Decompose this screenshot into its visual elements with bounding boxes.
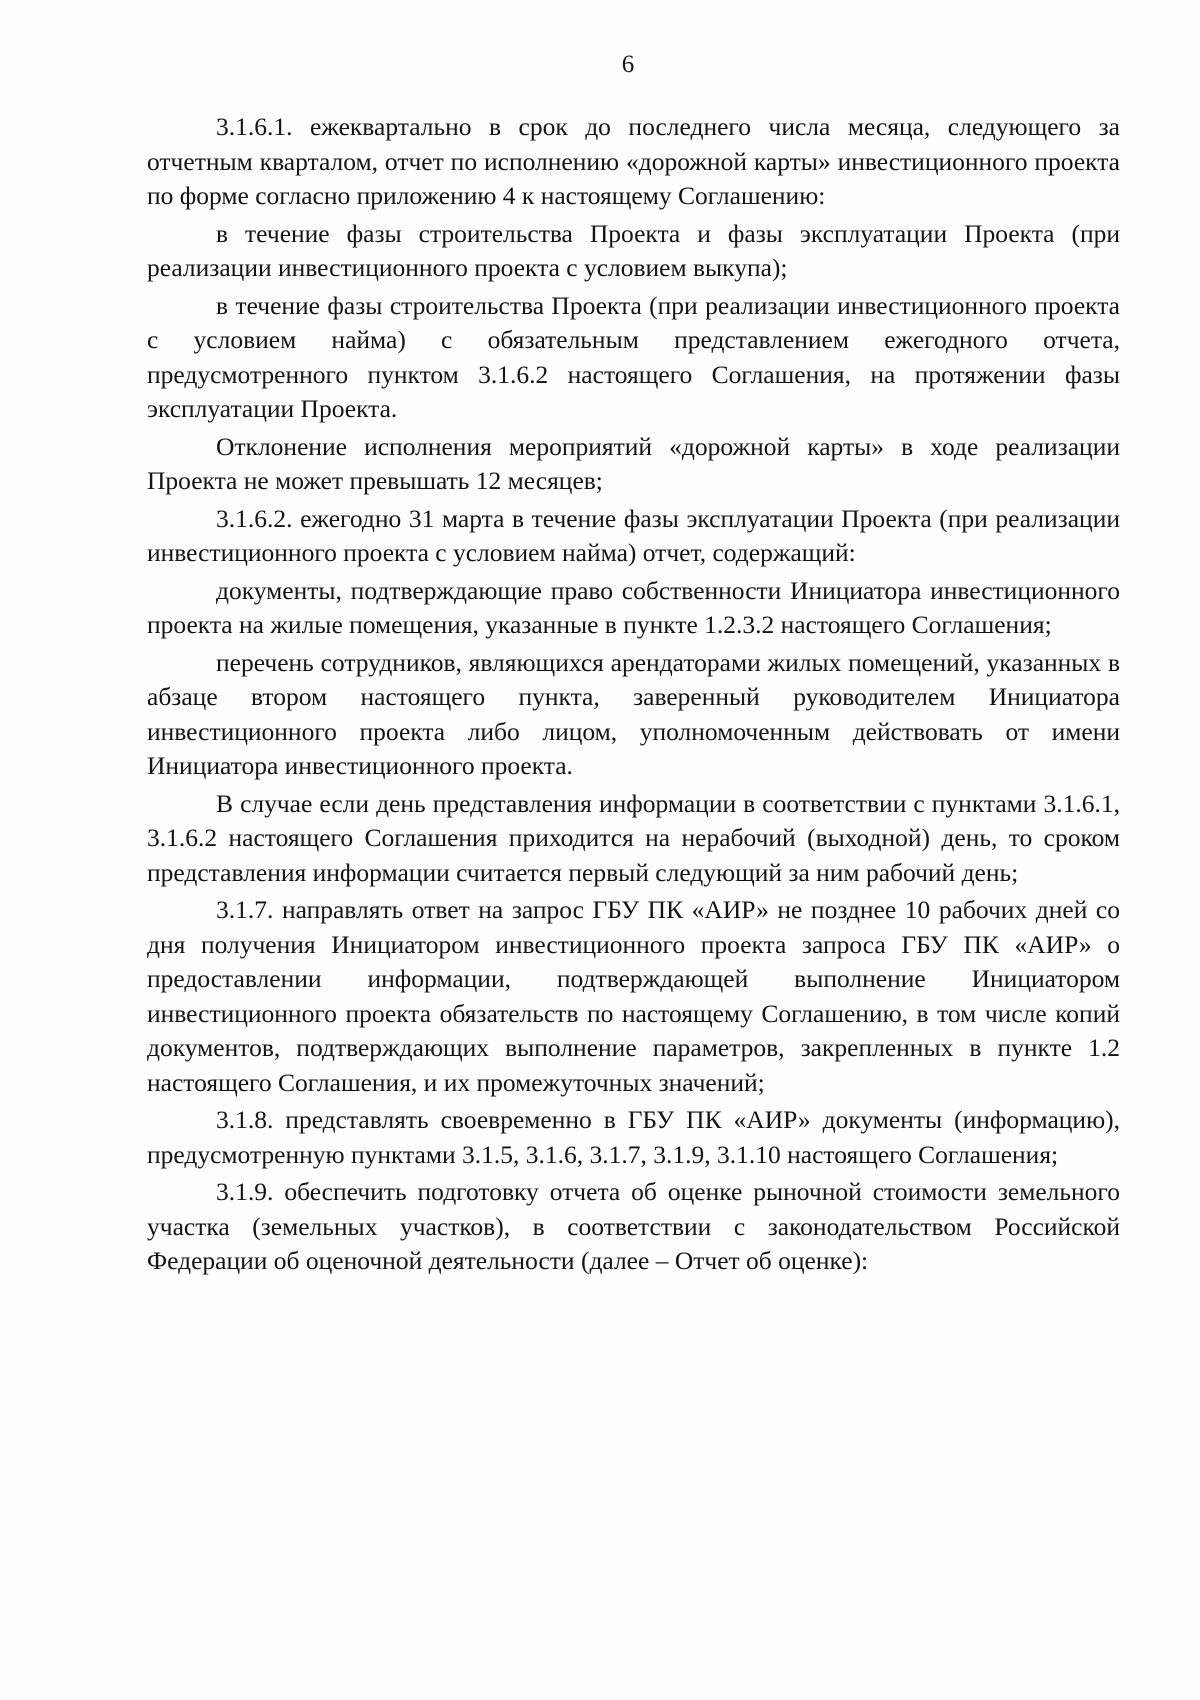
paragraph-3-1-6-2: 3.1.6.2. ежегодно 31 марта в течение фазы эксплуатации Проекта (при реализации инвестиционного проекта с условием найма) отчет, содержащий:: [147, 503, 1120, 567]
paragraph-employee-list: перечень сотрудников, являющихся арендаторами жилых помещений, указанных в абзаце втором настоящего пункта, заверенный руководителем Инициатора инвестиционного проекта либо лицом, уполномоченным действовать от имени Инициатора инвестиционного проекта.: [147, 647, 1120, 780]
paragraph-3-1-9: 3.1.9. обеспечить подготовку отчета об оценке рыночной стоимости земельного участка (земельных участков), в соответствии с законодательством Российской Федерации об оценочной деятельности (далее – Отчет об оценке):: [147, 1177, 1120, 1275]
paragraph-3-1-7: 3.1.7. направлять ответ на запрос ГБУ ПК «АИР» не позднее 10 рабочих дней со дня получения Инициатором инвестиционного проекта запроса ГБУ ПК «АИР» о предоставлении информации, подтверждающей выполнение Инициатором инвестиционного проекта обязательств по настоящему Соглашению, в том числе копий документов, подтверждающих выполнение параметров, закрепленных в пункте 1.2 настоящего Соглашения, и их промежуточных значений;: [147, 895, 1120, 1097]
paragraph-ownership-documents: документы, подтверждающие право собственности Инициатора инвестиционного проекта на жилые помещения, указанные в пункте 1.2.3.2 настоящего Соглашения;: [147, 575, 1120, 639]
document-body: [147, 110, 1120, 1282]
paragraph-construction-phase-rental: в течение фазы строительства Проекта (при реализации инвестиционного проекта с условием найма) с обязательным представлением ежегодного отчета, предусмотренного пунктом 3.1.6.2 настоящего Соглашения, на протяжении фазы эксплуатации Проекта.: [147, 290, 1120, 423]
paragraph-3-1-8: 3.1.8. представлять своевременно в ГБУ ПК «АИР» документы (информацию), предусмотренную пунктами 3.1.5, 3.1.6, 3.1.7, 3.1.9, 3.1.10 настоящего Соглашения;: [147, 1105, 1120, 1169]
paragraph-non-working-day: В случае если день представления информации в соответствии с пунктами 3.1.6.1, 3.1.6.2 настоящего Соглашения приходится на нерабочий (выходной) день, то сроком представления информации считается первый следующий за ним рабочий день;: [147, 788, 1120, 887]
page-number: 6: [621, 51, 635, 78]
paragraph-3-1-6-1: 3.1.6.1. ежеквартально в срок до последнего числа месяца, следующего за отчетным кварталом, отчет по исполнению «дорожной карты» инвестиционного проекта по форме согласно приложению 4 к настоящему Соглашению:: [147, 112, 1120, 210]
paragraph-roadmap-deviation: Отклонение исполнения мероприятий «дорожной карты» в ходе реализации Проекта не может превышать 12 месяцев;: [147, 431, 1120, 495]
paragraph-construction-and-operation-phase: в течение фазы строительства Проекта и фазы эксплуатации Проекта (при реализации инвестиционного проекта с условием выкупа);: [147, 218, 1120, 282]
